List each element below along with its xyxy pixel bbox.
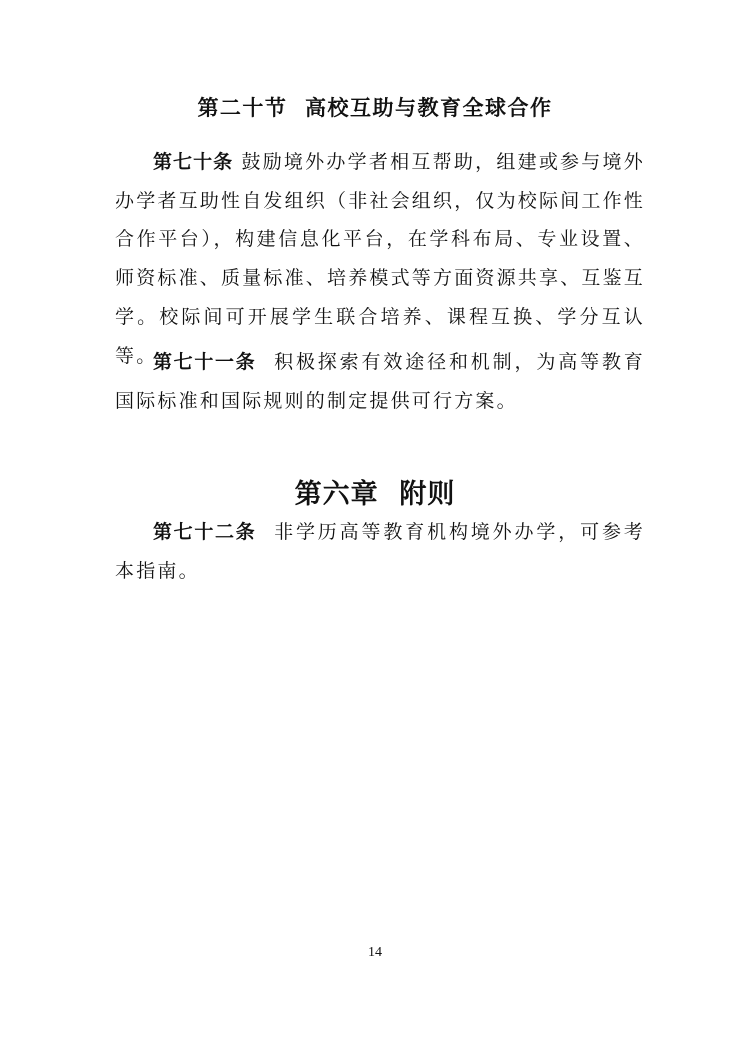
- article-71-text: 积极探索有效途径和机制，为高等教育国际标准和国际规则的制定提供可行方案。: [115, 351, 645, 412]
- article-71-paragraph: [115, 343, 645, 420]
- article-72-paragraph: [115, 513, 645, 590]
- article-72-heading: 第七十二条: [153, 521, 257, 543]
- article-70-heading: 第七十条: [153, 151, 234, 173]
- article-70-paragraph: [115, 143, 645, 375]
- article-71-heading: 第七十一条: [153, 351, 257, 373]
- article-70-text: 鼓励境外办学者相互帮助，组建或参与境外办学者互助性自发组织（非社会组织，仅为校际间工作性合作平台），构建信息化平台，在学科布局、专业设置、师资标准、质量标准、培养模式等方面资源共享、互鉴互学。校际间可开展学生联合培养、课程互换、学分互认等。: [115, 151, 646, 367]
- chapter-title: 第六章 附则: [294, 479, 456, 510]
- article-72-text: 非学历高等教育机构境外办学，可参考本指南。: [115, 521, 645, 582]
- section-title: 第二十节 高校互助与教育全球合作: [197, 96, 553, 120]
- page-number: 14: [368, 945, 382, 960]
